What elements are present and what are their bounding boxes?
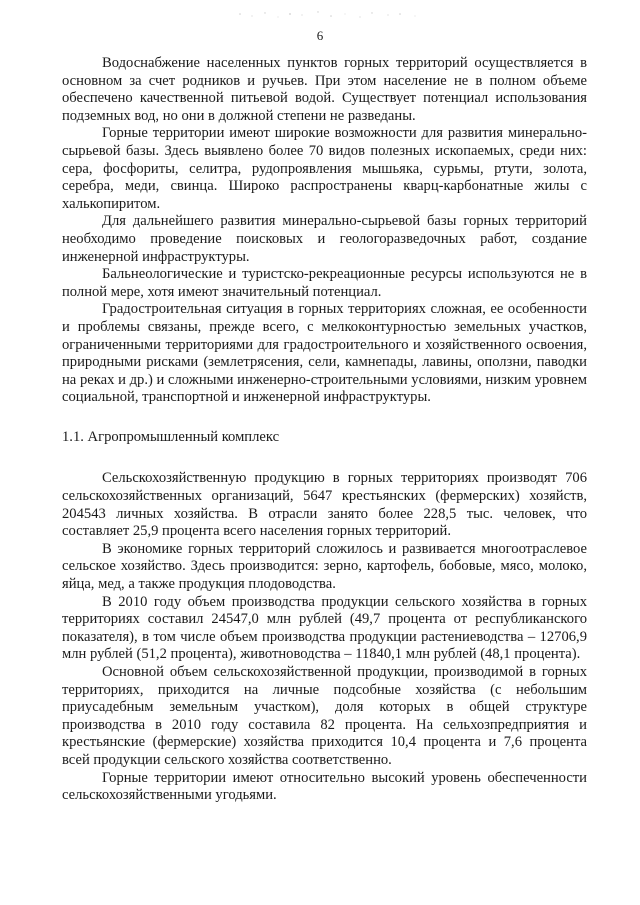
document-body	[62, 55, 587, 805]
paragraph: Для дальнейшего развития минерально-сырьевой базы горных территорий необходимо проведение поисковых и геологоразведочных работ, создание инженерной инфраструктуры.	[62, 213, 587, 265]
paragraph: Сельскохозяйственную продукцию в горных территориях производят 706 сельскохозяйственных организаций, 5647 крестьянских (фермерских) хозяйств, 204543 личных хозяйства. В отрасли занято более 228,5 тыс. человек, что составляет 25,9 процента всего населения горных территорий.	[62, 470, 587, 540]
paragraph: Основной объем сельскохозяйственной продукции, производимой в горных территориях, приходится на личные подсобные хозяйства (с небольшим приусадебным земельным участком), доля которых в общей структуре производства в 2010 году составила 82 процента. На сельхозпредприятия и крестьянские (фермерские) хозяйства приходится 10,4 процента и 7,6 процента всей продукции сельского хозяйства соответственно.	[62, 664, 587, 768]
paragraph: В экономике горных территорий сложилось и развивается многоотраслевое сельское хозяйство. Здесь производится: зерно, картофель, бобовые, мясо, молоко, яйца, мед, а также продукция плодоводства.	[62, 540, 587, 593]
paragraph: Бальнеологические и туристско-рекреационные ресурсы используются не в полной мере, хотя имеют значительный потенциал.	[62, 266, 587, 300]
page-number: 6	[316, 28, 324, 43]
section-heading: 1.1. Агропромышленный комплекс	[62, 428, 280, 445]
paragraph: В 2010 году объем производства продукции сельского хозяйства в горных территориях составил 24547,0 млн рублей (49,7 процента от республиканского показателя), в том числе объем производства продукции растениеводства – 12706,9 млн рублей (51,2 процента), животноводства – 11840,1 млн рублей (48,1 процента).	[62, 593, 587, 663]
paragraph: Водоснабжение населенных пунктов горных территорий осуществляется в основном за счет родников и ручьев. При этом население не в полном объеме обеспечено качественной питьевой водой. Существует потенциал использования подземных вод, но они в должной степени не разведаны.	[62, 55, 587, 124]
paragraph: Горные территории имеют широкие возможности для развития минерально-сырьевой базы. Здесь выявлено более 70 видов полезных ископаемых, среди них: сера, фосфориты, селитра, рудопроявления мышьяка, сурьмы, ртути, золота, серебра, меди, свинца. Широко распространены кварц-карбонатные жилы с халькопиритом.	[62, 125, 587, 212]
scan-noise-marks	[230, 8, 430, 22]
paragraph: Градостроительная ситуация в горных территориях сложная, ее особенности и проблемы связаны, прежде всего, с мелкоконтурностью земельных участков, ограниченными территориями для градостроительного и хозяйственного освоения, природными рисками (землетрясения, сели, камнепады, лавины, оползни, паводки на реках и др.) и сложными инженерно-строительными условиями, низким уровнем социальной, транспортной и инженерной инфраструктуры.	[62, 301, 587, 406]
paragraph: Горные территории имеют относительно высокий уровень обеспеченности сельскохозяйственными угодьями.	[62, 769, 587, 804]
